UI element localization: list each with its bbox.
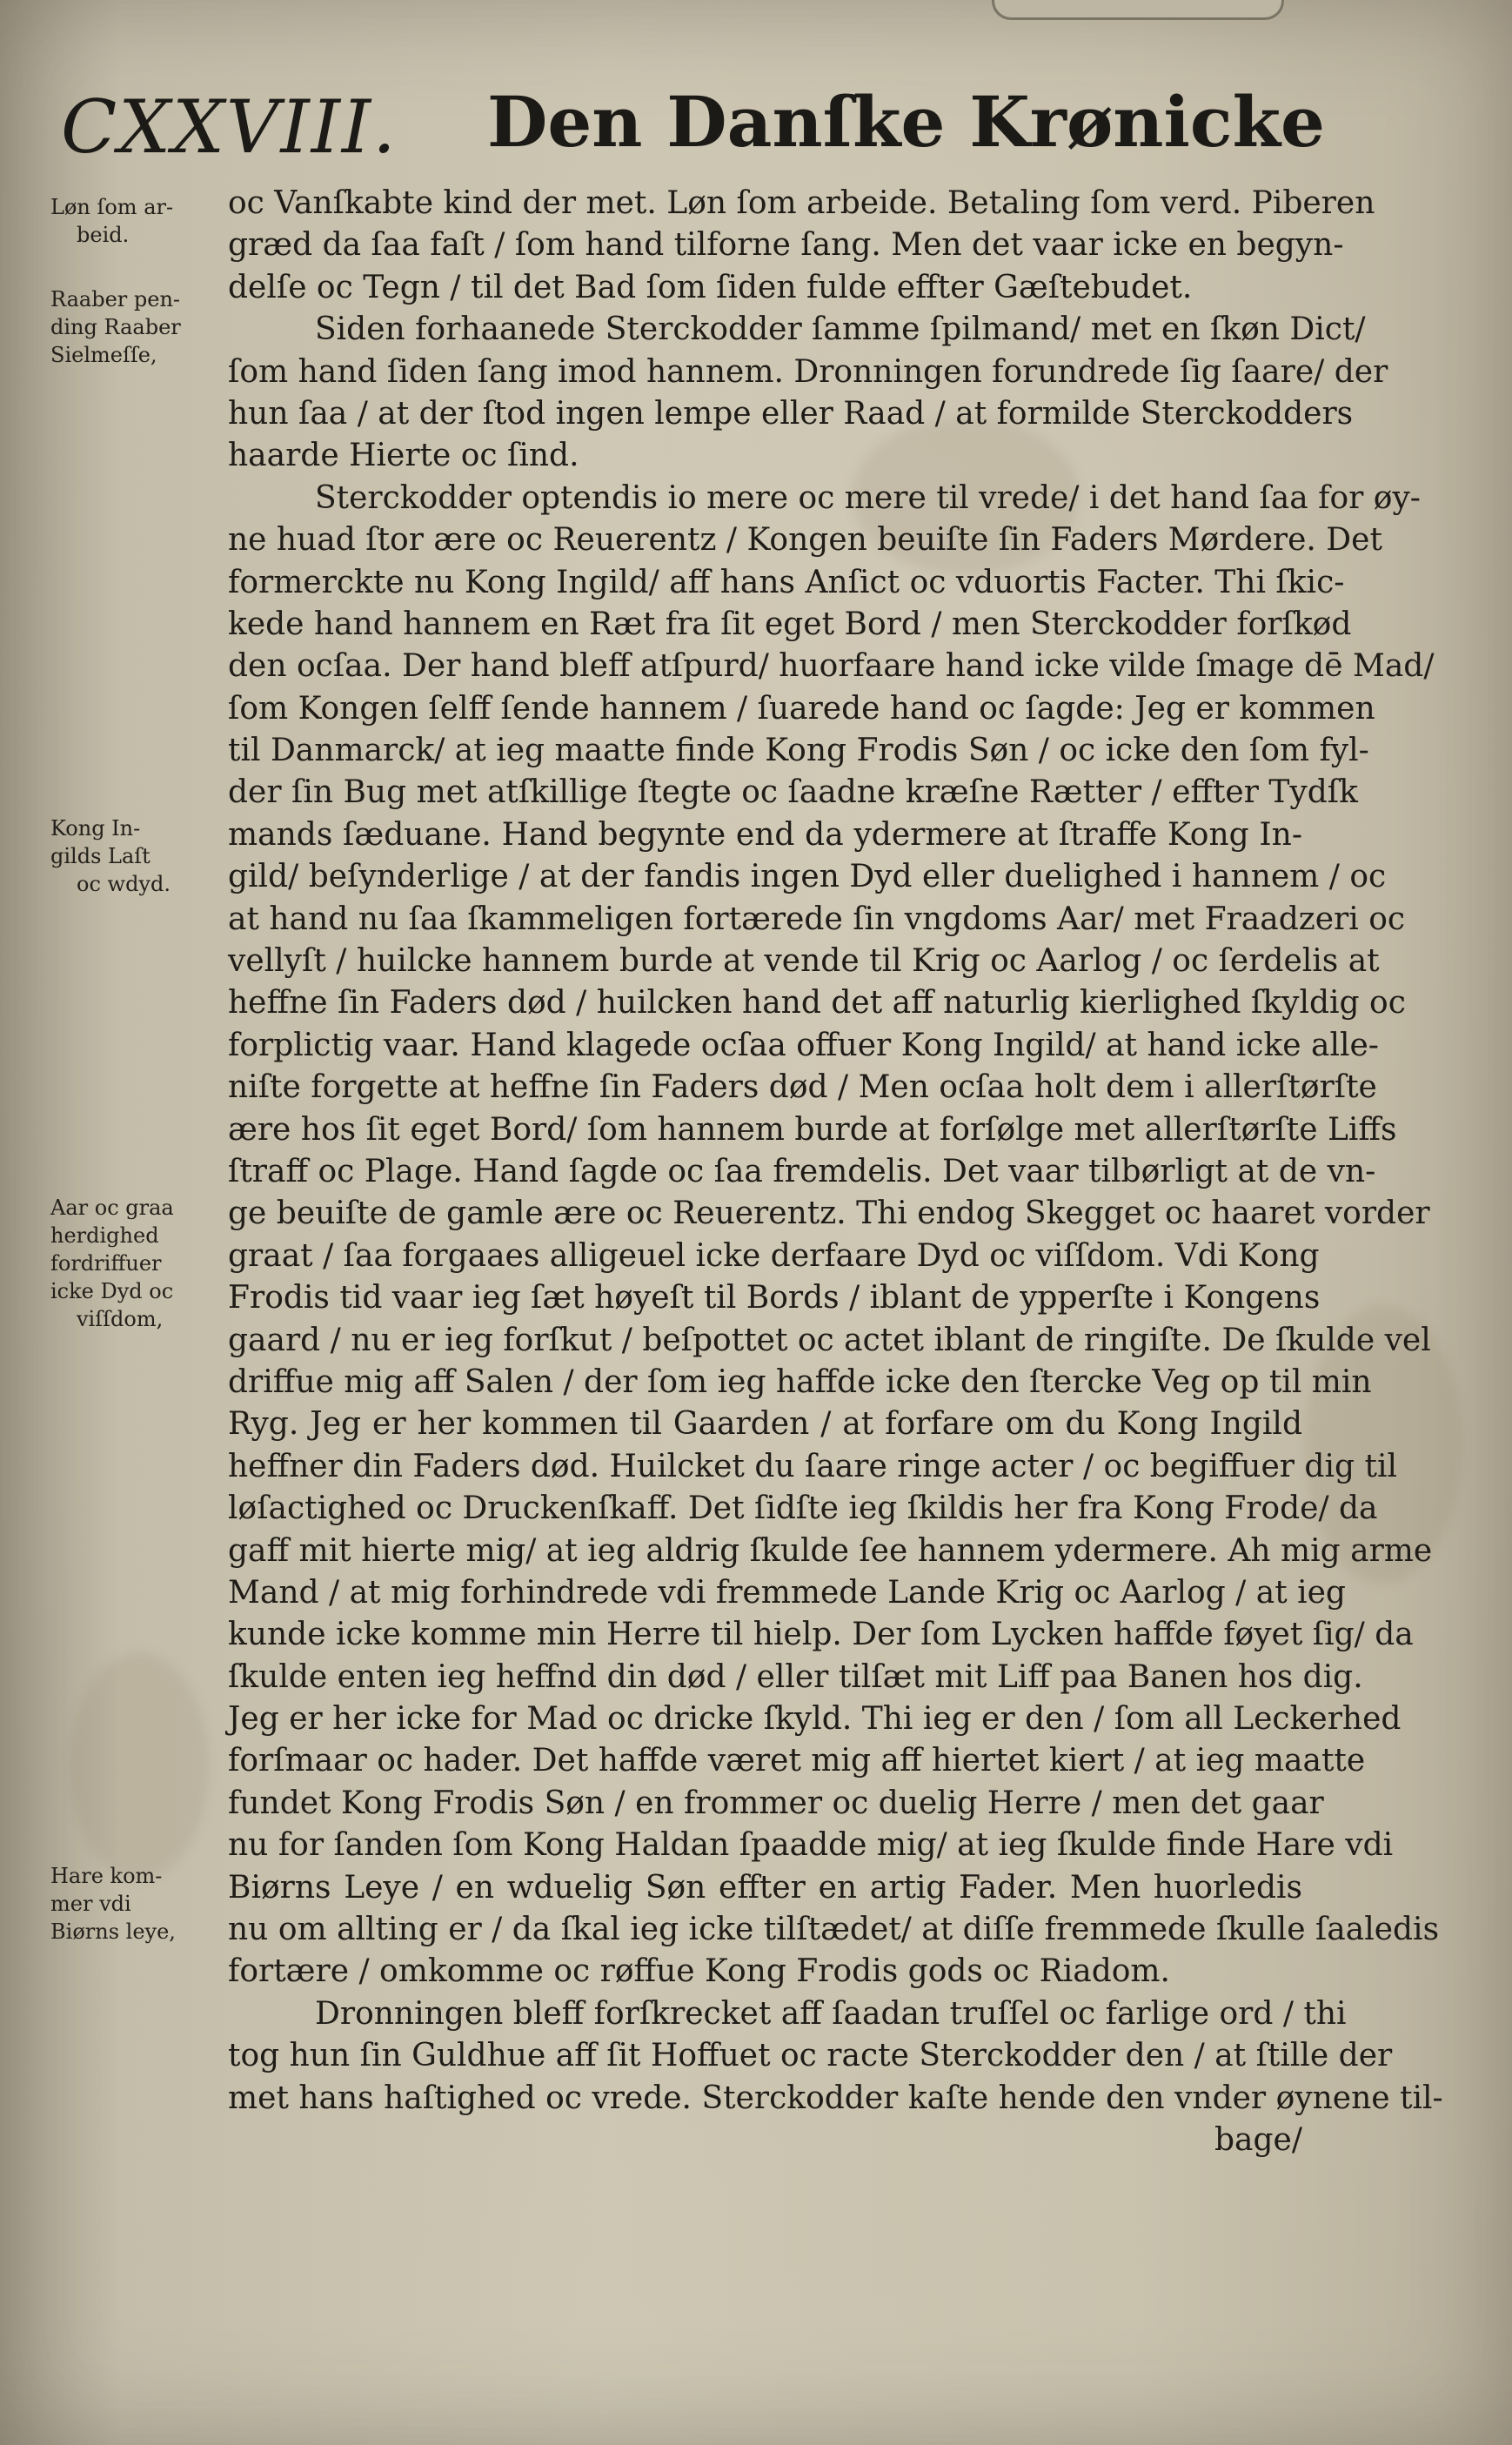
margin-note-line: Kong In- bbox=[50, 816, 141, 841]
main-text-block bbox=[228, 183, 1443, 2210]
text-line: Biørns Leye / en wduelig Søn effter en artig Fader. Men huorledis bbox=[228, 1869, 1302, 1906]
text-line: ſkulde enten ieg heffnd din død / eller tilſæt mit Liff paa Banen hos dig. bbox=[228, 1658, 1363, 1695]
margin-note-line: fordriffuer bbox=[50, 1251, 162, 1276]
text-line: gild/ beſynderlige / at der fandis ingen Dyd eller duelighed i hannem / oc bbox=[228, 859, 1387, 895]
catchword: bage/ bbox=[1214, 2121, 1302, 2158]
text-line: forplictig vaar. Hand klagede ocſaa offuer Kong Ingild/ at hand icke alle- bbox=[228, 1027, 1379, 1063]
paper-stain bbox=[70, 1653, 209, 1879]
margin-note-line: Løn ſom ar- bbox=[50, 195, 174, 219]
text-line: formerckte nu Kong Ingild/ aff hans Anſict oc vduortis Facter. Thi ſkic- bbox=[228, 564, 1345, 600]
margin-note bbox=[50, 193, 233, 249]
text-line: tog hun ſin Guldhue aff ſit Hoffuet oc racte Sterckodder den / at ſtille der bbox=[228, 2038, 1393, 2074]
text-line: driffue mig aff Salen / der ſom ieg haffde icke den ſtercke Veg op til min bbox=[228, 1363, 1372, 1400]
text-line: Mand / at mig forhindrede vdi fremmede Lande Krig oc Aarlog / at ieg bbox=[228, 1574, 1346, 1611]
text-line: Ryg. Jeg er her kommen til Gaarden / at forfare om du Kong Ingild bbox=[228, 1406, 1302, 1443]
text-line: gaff mit hierte mig/ at ieg aldrig ſkulde ſee hannem ydermere. Ah mig arme bbox=[228, 1532, 1433, 1569]
margin-note-line: ding Raaber bbox=[50, 315, 181, 339]
text-line: Sterckodder optendis io mere oc mere til vrede/ i det hand ſaa for øy- bbox=[315, 479, 1421, 516]
text-line: den ocſaa. Der hand bleff atſpurd/ huorfaare hand icke vilde ſmage dē Mad/ bbox=[228, 648, 1435, 685]
folio-number: CXXVIII. bbox=[61, 84, 398, 170]
text-line: delſe oc Tegn / til det Bad ſom ſiden fulde effter Gæſtebudet. bbox=[228, 269, 1193, 305]
text-line: ære hos ſit eget Bord/ ſom hannem burde at forſølge met allerſtørſte Liffs bbox=[228, 1111, 1397, 1148]
page-tab-edge bbox=[992, 0, 1284, 20]
margin-note-line: herdighed bbox=[50, 1223, 159, 1248]
margin-note-line: mer vdi bbox=[50, 1892, 131, 1916]
text-line: graat / ſaa forgaaes alligeuel icke derfaare Dyd oc viſſdom. Vdi Kong bbox=[228, 1237, 1320, 1274]
text-line: til Danmarck/ at ieg maatte finde Kong Frodis Søn / oc icke den ſom fyl- bbox=[228, 733, 1369, 769]
text-line: kunde icke komme min Herre til hielp. Der ſom Lycken haffde føyet ſig/ da bbox=[228, 1617, 1414, 1653]
text-line: hun ſaa / at der ſtod ingen lempe eller Raad / at formilde Sterckodders bbox=[228, 395, 1354, 432]
text-line: haarde Hierte oc ſind. bbox=[228, 438, 579, 474]
margin-note-line: Raaber pen- bbox=[50, 287, 181, 311]
text-line: gaard / nu er ieg forſkut / beſpottet oc actet iblant de ringiſte. De ſkulde vel bbox=[228, 1322, 1431, 1358]
text-line: Jeg er her icke for Mad oc dricke ſkyld. Thi ieg er den / ſom all Leckerhed bbox=[228, 1701, 1402, 1738]
margin-note-line: Biørns leye, bbox=[50, 1919, 176, 1944]
margin-note-line: Hare kom- bbox=[50, 1864, 163, 1888]
text-line: ge beuiſte de gamle ære oc Reuerentz. Thi endog Skegget oc haaret vorder bbox=[228, 1196, 1430, 1232]
margin-note-line: oc wdyd. bbox=[77, 872, 171, 896]
text-line: ſom hand ſiden ſang imod hannem. Dronningen forundrede ſig ſaare/ der bbox=[228, 353, 1388, 390]
text-line: ſom Kongen ſelff ſende hannem / ſuarede hand oc ſagde: Jeg er kommen bbox=[228, 690, 1375, 727]
text-line: kede hand hannem en Ræt fra ſit eget Bord / men Sterckodder forſkød bbox=[228, 606, 1352, 642]
margin-note-line: beid. bbox=[77, 223, 130, 247]
margin-note-line: Aar oc graa bbox=[50, 1196, 174, 1220]
text-line: vellyſt / huilcke hannem burde at vende til Krig oc Aarlog / oc ſerdelis at bbox=[228, 943, 1380, 980]
text-line: der ſin Bug met atſkillige ſtegte oc ſaadne kræſne Rætter / effter Tydſk bbox=[228, 774, 1358, 811]
text-line: Frodis tid vaar ieg ſæt høyeſt til Bords / iblant de ypperſte i Kongens bbox=[228, 1280, 1321, 1316]
margin-note bbox=[50, 285, 233, 369]
text-line: fortære / omkomme oc røffue Kong Frodis gods oc Riadom. bbox=[228, 1953, 1170, 1990]
text-line: løſactighed oc Druckenſkaff. Det ſidſte ieg ſkildis her fra Kong Frode/ da bbox=[228, 1490, 1378, 1527]
margin-note bbox=[50, 814, 233, 898]
text-line: nu for ſanden ſom Kong Haldan ſpaadde mig/ at ieg ſkulde finde Hare vdi bbox=[228, 1827, 1394, 1864]
text-line: heffner din Faders død. Huilcket du ſaare ringe acter / oc begiffuer dig til bbox=[228, 1448, 1397, 1484]
text-line: forſmaar oc hader. Det haffde været mig aff hiertet kiert / at ieg maatte bbox=[228, 1743, 1366, 1779]
running-title: Den Danſke Krønicke bbox=[487, 81, 1325, 163]
text-line: nu om allting er / da ſkal ieg icke tilſtædet/ at diſſe fremmede ſkulle ſaaledis bbox=[228, 1912, 1440, 1948]
text-line: at hand nu ſaa ſkammeligen fortærede ſin vngdoms Aar/ met Fraadzeri oc bbox=[228, 901, 1406, 937]
text-line: niſte forgette at heffne ſin Faders død / Men ocſaa holt dem i allerſtørſte bbox=[228, 1069, 1377, 1106]
text-line: heffne ſin Faders død / huilcken hand det aff naturlig kierlighed ſkyldig oc bbox=[228, 985, 1406, 1022]
margin-note-line: viſſdom, bbox=[77, 1307, 164, 1331]
margin-note-line: gilds Laſt bbox=[50, 844, 151, 868]
margin-note bbox=[50, 1194, 233, 1333]
text-line: Dronningen bleff forſkrecket aff ſaadan truſſel oc farlige ord / thi bbox=[315, 1995, 1347, 2032]
margin-note-line: icke Dyd oc bbox=[50, 1279, 174, 1303]
text-line: mands ſæduane. Hand begynte end da ydermere at ſtraffe Kong In- bbox=[228, 816, 1302, 853]
text-line: Siden forhaanede Sterckodder ſamme ſpilmand/ met en ſkøn Dict/ bbox=[315, 311, 1366, 348]
text-line: ne huad ſtor ære oc Reuerentz / Kongen beuiſte ſin Faders Mørdere. Det bbox=[228, 522, 1382, 559]
margin-note bbox=[50, 1862, 233, 1946]
text-line: græd da ſaa faſt / ſom hand tilforne ſang. Men det vaar icke en begyn- bbox=[228, 227, 1344, 264]
text-line: met hans haſtighed oc vrede. Sterckodder kaſte hende den vnder øynene til- bbox=[228, 2080, 1443, 2116]
text-line: ſtraff oc Plage. Hand ſagde oc ſaa fremdelis. Det vaar tilbørligt at de vn- bbox=[228, 1153, 1376, 1189]
text-line: oc Vanſkabte kind der met. Løn ſom arbeide. Betaling ſom verd. Piberen bbox=[228, 185, 1375, 221]
margin-note-line: Sielmeſſe, bbox=[50, 343, 157, 367]
text-line: fundet Kong Frodis Søn / en frommer oc duelig Herre / men det gaar bbox=[228, 1785, 1324, 1821]
